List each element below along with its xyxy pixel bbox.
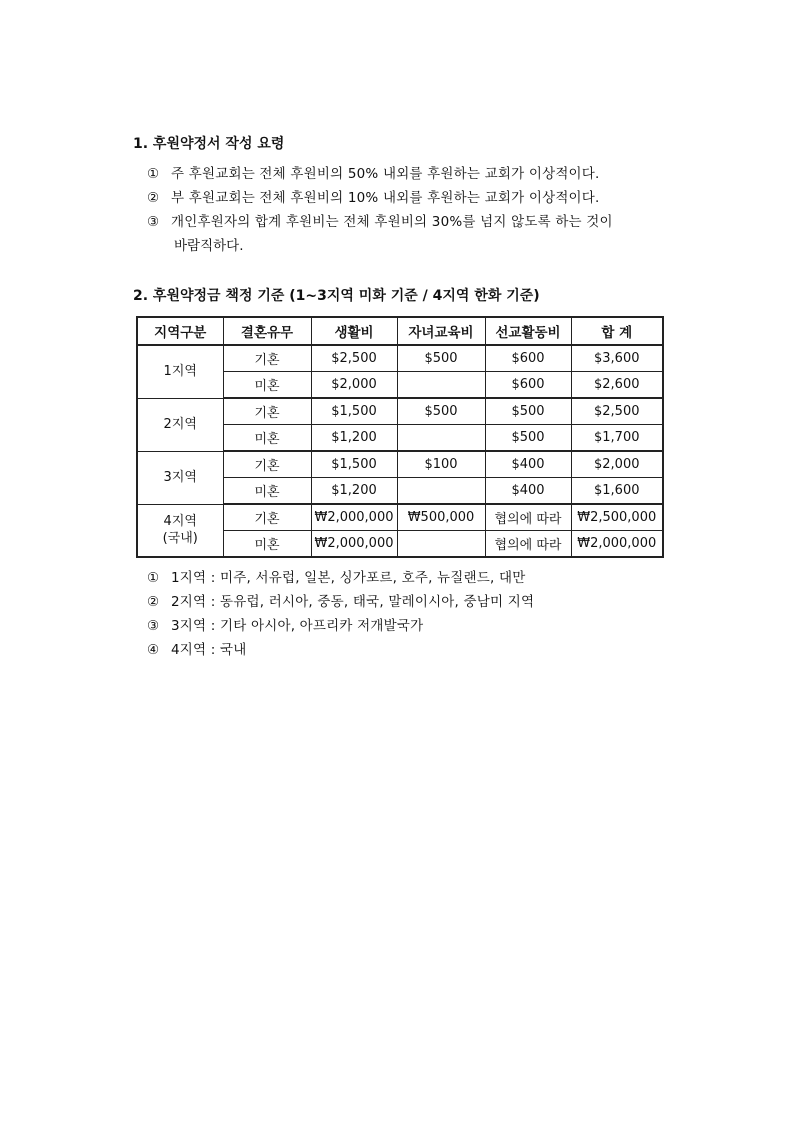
table-header: 결혼유무 bbox=[223, 317, 311, 345]
table-cell: $2,000 bbox=[311, 372, 397, 399]
region-cell: 1지역 bbox=[137, 345, 223, 398]
table-cell: ₩2,500,000 bbox=[571, 504, 663, 531]
table-cell bbox=[397, 372, 485, 399]
table-cell: ₩2,000,000 bbox=[311, 531, 397, 558]
table-cell: 협의에 따라 bbox=[485, 504, 571, 531]
region-cell: 2지역 bbox=[137, 398, 223, 451]
note-text: 3지역 : 기타 아시아, 아프리카 저개발국가 bbox=[171, 618, 424, 634]
note-number: ③ bbox=[147, 618, 160, 634]
table-cell bbox=[397, 531, 485, 558]
table-cell bbox=[397, 478, 485, 505]
note-text: 4지역 : 국내 bbox=[171, 642, 247, 658]
table-cell: $3,600 bbox=[571, 345, 663, 372]
table-header: 생활비 bbox=[311, 317, 397, 345]
table-cell: 협의에 따라 bbox=[485, 531, 571, 558]
note-number: ② bbox=[147, 594, 160, 610]
item-text: 개인후원자의 합계 후원비는 전체 후원비의 30%를 넘지 않도록 하는 것이 bbox=[171, 214, 613, 230]
table-cell: $1,600 bbox=[571, 478, 663, 505]
note-number: ④ bbox=[147, 642, 160, 658]
section1-item-3-continuation: 바람직하다. bbox=[174, 238, 244, 254]
table-header-row bbox=[137, 317, 663, 345]
table-row bbox=[137, 504, 663, 531]
table-cell: $1,500 bbox=[311, 451, 397, 478]
table-cell: $500 bbox=[397, 398, 485, 425]
section1-item-3 bbox=[147, 210, 613, 230]
table-cell: $1,700 bbox=[571, 425, 663, 452]
table-cell: $600 bbox=[485, 345, 571, 372]
region-note bbox=[147, 638, 246, 658]
table-cell: 미혼 bbox=[223, 478, 311, 505]
table-cell: $500 bbox=[397, 345, 485, 372]
region-name: 4지역 bbox=[163, 514, 197, 530]
table-cell: $2,500 bbox=[571, 398, 663, 425]
table-cell: $1,200 bbox=[311, 425, 397, 452]
sponsorship-table bbox=[136, 316, 664, 558]
table-cell bbox=[397, 425, 485, 452]
item-text: 주 후원교회는 전체 후원비의 50% 내외를 후원하는 교회가 이상적이다. bbox=[171, 166, 600, 182]
table-row bbox=[137, 451, 663, 478]
section1-item-2 bbox=[147, 186, 600, 206]
table-cell: $500 bbox=[485, 398, 571, 425]
table-cell: $400 bbox=[485, 451, 571, 478]
note-text: 1지역 : 미주, 서유럽, 일본, 싱가포르, 호주, 뉴질랜드, 대만 bbox=[171, 570, 526, 586]
table-header: 합 계 bbox=[571, 317, 663, 345]
region-note bbox=[147, 614, 423, 634]
section1-item-1 bbox=[147, 162, 600, 182]
table-cell: $2,000 bbox=[571, 451, 663, 478]
section2-title: 2. 후원약정금 책정 기준 (1~3지역 미화 기준 / 4지역 한화 기준) bbox=[133, 288, 540, 304]
table-cell: $2,500 bbox=[311, 345, 397, 372]
table-cell: $500 bbox=[485, 425, 571, 452]
item-text: 부 후원교회는 전체 후원비의 10% 내외를 후원하는 교회가 이상적이다. bbox=[171, 190, 600, 206]
note-number: ① bbox=[147, 570, 160, 586]
note-text: 2지역 : 동유럽, 러시아, 중동, 태국, 말레이시아, 중남미 지역 bbox=[171, 594, 535, 610]
table-cell: 미혼 bbox=[223, 531, 311, 558]
table-row bbox=[137, 345, 663, 372]
region-sub: (국내) bbox=[162, 531, 198, 547]
region-note bbox=[147, 590, 534, 610]
table-cell: $1,500 bbox=[311, 398, 397, 425]
table-cell: 기혼 bbox=[223, 398, 311, 425]
table-cell: ₩2,000,000 bbox=[311, 504, 397, 531]
table-cell: 기혼 bbox=[223, 345, 311, 372]
table-header: 지역구분 bbox=[137, 317, 223, 345]
region-note bbox=[147, 566, 525, 586]
table-cell: $2,600 bbox=[571, 372, 663, 399]
table-cell: $600 bbox=[485, 372, 571, 399]
item-number: ③ bbox=[147, 214, 160, 230]
table-cell: 기혼 bbox=[223, 451, 311, 478]
table-cell: ₩2,000,000 bbox=[571, 531, 663, 558]
table-cell: $400 bbox=[485, 478, 571, 505]
item-number: ② bbox=[147, 190, 160, 206]
table-cell: ₩500,000 bbox=[397, 504, 485, 531]
table-cell: 기혼 bbox=[223, 504, 311, 531]
region-cell bbox=[137, 504, 223, 557]
table-cell: $1,200 bbox=[311, 478, 397, 505]
section1-title: 1. 후원약정서 작성 요령 bbox=[133, 136, 285, 152]
table-header: 선교활동비 bbox=[485, 317, 571, 345]
item-number: ① bbox=[147, 166, 160, 182]
table-header: 자녀교육비 bbox=[397, 317, 485, 345]
table-row bbox=[137, 398, 663, 425]
table-cell: $100 bbox=[397, 451, 485, 478]
region-cell: 3지역 bbox=[137, 451, 223, 504]
table-cell: 미혼 bbox=[223, 425, 311, 452]
table-cell: 미혼 bbox=[223, 372, 311, 399]
